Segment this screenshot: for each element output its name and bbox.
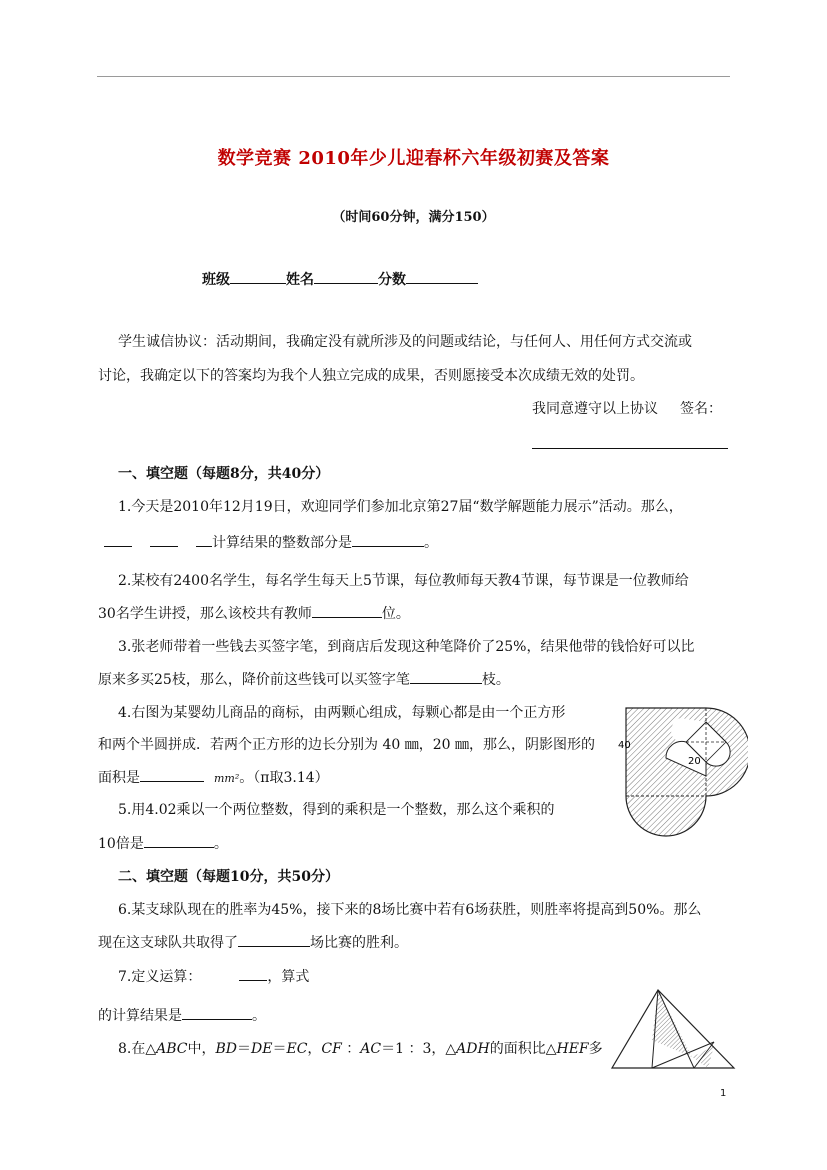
q7-line-1 bbox=[118, 966, 309, 987]
honor-agree-row bbox=[532, 399, 722, 419]
q6-line-2 bbox=[98, 932, 408, 953]
q8-cf: CF bbox=[321, 1041, 342, 1057]
q1-tail: 计算结果的整数部分是 bbox=[212, 535, 352, 551]
q5-line-1: 5.用4.02乘以一个两位整数，得到的乘积是一个整数，那么这个乘积的 bbox=[118, 802, 555, 818]
q4-text: 面积是 bbox=[98, 770, 140, 786]
q8-abc: ABC bbox=[156, 1041, 188, 1057]
q8-eq-2: ＝ bbox=[272, 1041, 287, 1057]
heart-logo-figure bbox=[618, 700, 748, 840]
q4-line-1: 4.右图为某婴幼儿商品的商标，由两颗心组成，每颗心都是由一个正方形 bbox=[118, 705, 566, 721]
label-20: 20 bbox=[688, 756, 701, 767]
q8-colon: ： bbox=[341, 1041, 361, 1057]
page-number: 1 bbox=[720, 1088, 727, 1099]
header-rule bbox=[97, 76, 730, 77]
q8-comma: ， bbox=[307, 1041, 322, 1057]
score-blank[interactable] bbox=[406, 269, 478, 284]
q7-expr bbox=[239, 966, 267, 981]
q8-ratio: ＝1 ：3，△ bbox=[381, 1041, 457, 1057]
q1-expr-part-2 bbox=[150, 532, 178, 547]
q2-answer-blank[interactable] bbox=[312, 603, 382, 618]
q2-line-2 bbox=[98, 603, 410, 624]
q3-line-2 bbox=[98, 669, 510, 690]
q6-end: 场比赛的胜利。 bbox=[310, 935, 408, 951]
q2-end: 位。 bbox=[381, 606, 410, 622]
q1-expr-part-3 bbox=[196, 532, 212, 547]
q1-expr-part-1 bbox=[104, 532, 132, 547]
q4-end: 。（π取3.14） bbox=[239, 770, 329, 786]
student-info-row bbox=[202, 269, 478, 289]
q8-adh: ADH bbox=[456, 1041, 490, 1057]
sign-label: 签名： bbox=[680, 401, 722, 417]
q4-line-3 bbox=[98, 767, 329, 789]
q2-line-1: 2.某校有2400名学生，每名学生每天上5节课，每位教师每天教4节课，每节课是一位教师给 bbox=[118, 573, 689, 589]
class-blank[interactable] bbox=[230, 269, 286, 284]
q3-end: 枝。 bbox=[481, 672, 510, 688]
q7-answer-blank[interactable] bbox=[182, 1005, 252, 1020]
q7-text-2: ，算式 bbox=[267, 969, 310, 985]
q8-hef: HEF bbox=[556, 1041, 589, 1057]
q1-end: 。 bbox=[424, 535, 438, 551]
q7-text-3: 的计算结果是 bbox=[98, 1008, 182, 1024]
name-blank[interactable] bbox=[314, 269, 378, 284]
q8-ec: EC bbox=[286, 1041, 308, 1057]
q1-line-1: 1.今天是2010年12月19日，欢迎同学们参加北京第27届“数学解题能力展示”活动。那么， bbox=[118, 499, 683, 515]
q4-line-2: 和两个半圆拼成．若两个正方形的边长分别为 40 ㎜，20 ㎜，那么，阴影图形的 bbox=[98, 737, 595, 753]
q6-line-1: 6.某支球队现在的胜率为45%，接下来的8场比赛中若有6场获胜，则胜率将提高到50%。那么 bbox=[118, 902, 702, 918]
q8-text-4: 多 bbox=[588, 1041, 603, 1057]
page-title: 数学竞赛 2010年少儿迎春杯六年级初赛及答案 bbox=[217, 148, 610, 169]
q5-answer-blank[interactable] bbox=[144, 833, 214, 848]
section-1-heading: 一、填空题（每题8分，共40分） bbox=[118, 466, 330, 482]
q7-line-2 bbox=[98, 1005, 266, 1026]
signature-line[interactable] bbox=[532, 448, 728, 449]
q1-line-2 bbox=[104, 532, 438, 553]
honor-line-2: 讨论，我确定以下的答案均为我个人独立完成的成果，否则愿接受本次成绩无效的处罚。 bbox=[98, 368, 644, 384]
q3-text: 原来多买25枝，那么，降价前这些钱可以买签字笔 bbox=[98, 672, 410, 688]
q8-de: DE bbox=[251, 1041, 273, 1057]
q7-end: 。 bbox=[252, 1008, 266, 1024]
q8-bd: BD bbox=[215, 1041, 238, 1057]
q7-text: 7.定义运算： bbox=[118, 969, 202, 985]
q6-answer-blank[interactable] bbox=[238, 932, 310, 947]
q3-line-1: 3.张老师带着一些钱去买签字笔，到商店后发现这种笔降价了25%，结果他带的钱恰好可以比 bbox=[118, 639, 695, 655]
shaded-region-adh bbox=[652, 990, 692, 1057]
triangle-figure bbox=[606, 984, 738, 1074]
section-2-heading: 二、填空题（每题10分，共50分） bbox=[118, 869, 339, 885]
honor-line-1: 学生诚信协议：活动期间，我确定没有就所涉及的问题或结论，与任何人、用任何方式交流或 bbox=[118, 334, 692, 350]
name-label: 姓名 bbox=[286, 272, 314, 288]
agree-text: 我同意遵守以上协议 bbox=[532, 401, 658, 417]
score-label: 分数 bbox=[378, 272, 406, 288]
q6-text: 现在这支球队共取得了 bbox=[98, 935, 238, 951]
q5-text: 10倍是 bbox=[98, 836, 144, 852]
q8-line-1 bbox=[118, 1039, 603, 1059]
q1-answer-blank[interactable] bbox=[352, 532, 424, 547]
q8-text: 8.在△ bbox=[118, 1041, 157, 1057]
class-label: 班级 bbox=[202, 272, 230, 288]
q8-eq-1: ＝ bbox=[237, 1041, 252, 1057]
label-40: 40 bbox=[618, 740, 631, 751]
q4-answer-blank[interactable] bbox=[140, 767, 204, 782]
q8-text-3: 的面积比△ bbox=[489, 1041, 557, 1057]
q5-line-2 bbox=[98, 833, 228, 854]
q3-answer-blank[interactable] bbox=[410, 669, 482, 684]
page-subtitle: （时间60分钟，满分150） bbox=[332, 210, 495, 225]
q5-end: 。 bbox=[213, 836, 228, 852]
q4-unit: mm² bbox=[214, 772, 240, 785]
q8-ac: AC bbox=[360, 1041, 382, 1057]
q8-text-2: 中， bbox=[187, 1041, 216, 1057]
q2-text: 30名学生讲授，那么该校共有教师 bbox=[98, 606, 312, 622]
